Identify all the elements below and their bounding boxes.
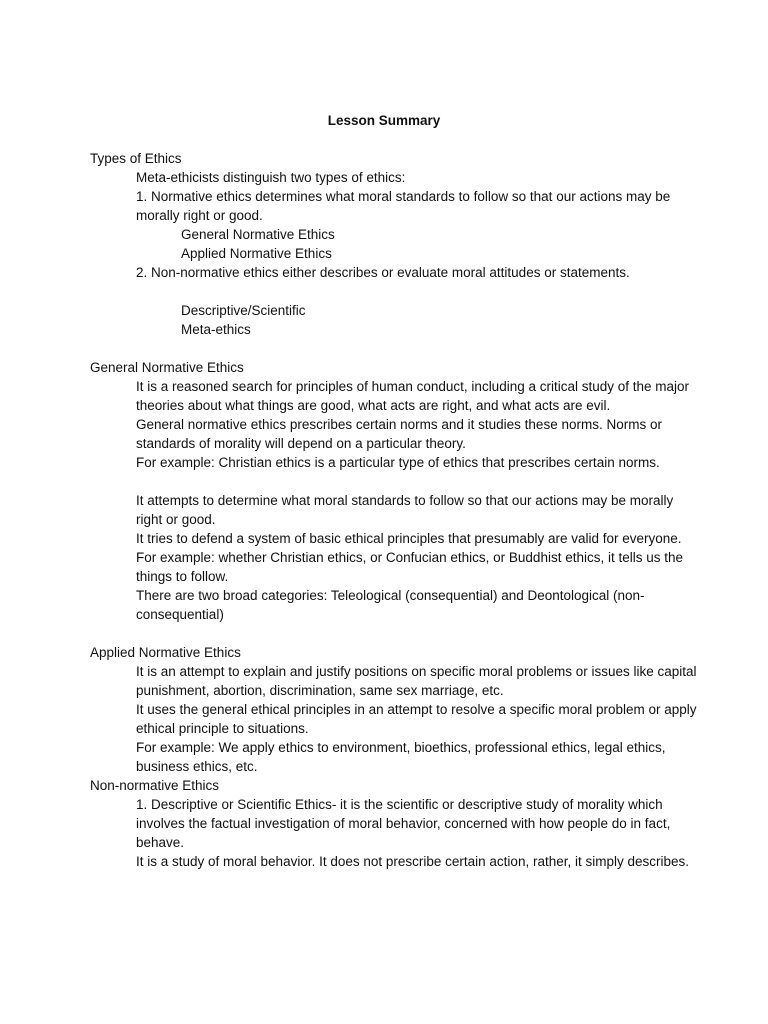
list-item-text: Descriptive/Scientific <box>181 303 306 318</box>
list-item-text: 1. Normative ethics determines what moral standards to follow so that our actions may be morally right or good. <box>136 189 671 223</box>
list-item <box>90 700 700 738</box>
list-item <box>90 662 700 700</box>
list-item-text: General normative ethics prescribes certain norms and it studies these norms. Norms or standards of morality will depend on a particular theory. <box>136 417 662 451</box>
list-item <box>90 548 700 586</box>
list-item-text: It attempts to determine what moral standards to follow so that our actions may be morally right or good. <box>136 493 674 527</box>
list-item-text: 1. Descriptive or Scientific Ethics- it is the scientific or descriptive study of morality which involves the factual investigation of moral behavior, concerned with how people do in fact, behave. <box>136 797 671 850</box>
list-item <box>90 795 700 852</box>
list-item <box>90 225 700 244</box>
list-item-text: For example: whether Christian ethics, or Confucian ethics, or Buddhist ethics, it tells us the things to follow. <box>136 550 684 584</box>
page-title: Lesson Summary <box>327 113 441 128</box>
list-item-text: It uses the general ethical principles in an attempt to resolve a specific moral problem or apply ethical principle to situations. <box>136 702 697 736</box>
list-item-text: Meta-ethics <box>181 322 251 337</box>
document-body <box>90 149 700 871</box>
list-item <box>90 453 700 472</box>
list-item <box>90 263 700 282</box>
section-spacer <box>90 624 700 643</box>
list-item <box>90 586 700 624</box>
list-item <box>90 168 700 187</box>
section-heading: Types of Ethics <box>90 151 182 166</box>
list-item-text: There are two broad categories: Teleological (consequential) and Deontological (non-consequential) <box>136 588 645 622</box>
list-item <box>90 320 700 339</box>
list-item <box>90 738 700 776</box>
list-item-text: It is a reasoned search for principles of human conduct, including a critical study of the major theories about what things are good, what acts are right, and what acts are evil. <box>136 379 690 413</box>
list-item <box>90 301 700 320</box>
section-heading: General Normative Ethics <box>90 360 244 375</box>
list-spacer <box>90 282 700 301</box>
list-item-text: For example: Christian ethics is a particular type of ethics that prescribes certain norms. <box>136 455 660 470</box>
list-item <box>90 415 700 453</box>
list-item <box>90 187 700 225</box>
list-item <box>90 529 700 548</box>
list-spacer <box>90 472 700 491</box>
list-item <box>90 377 700 415</box>
section-heading: Applied Normative Ethics <box>90 645 241 660</box>
list-item-text: For example: We apply ethics to environment, bioethics, professional ethics, legal ethics, business ethics, etc. <box>136 740 666 774</box>
list-item-text: 2. Non-normative ethics either describes or evaluate moral attitudes or statements. <box>136 265 630 280</box>
list-item-text: It is an attempt to explain and justify positions on specific moral problems or issues like capital punishment, abortion, discrimination, same sex marriage, etc. <box>136 664 697 698</box>
section-heading: Non-normative Ethics <box>90 778 220 793</box>
list-item <box>90 244 700 263</box>
list-item-text: It is a study of moral behavior. It does not prescribe certain action, rather, it simply describes. <box>136 854 690 869</box>
list-item-text: Applied Normative Ethics <box>181 246 332 261</box>
list-item-text: Meta-ethicists distinguish two types of ethics: <box>136 170 406 185</box>
list-item <box>90 491 700 529</box>
list-item-text: General Normative Ethics <box>181 227 335 242</box>
list-item <box>90 852 700 871</box>
section-spacer <box>90 339 700 358</box>
list-item-text: It tries to defend a system of basic ethical principles that presumably are valid for everyone. <box>136 531 682 546</box>
